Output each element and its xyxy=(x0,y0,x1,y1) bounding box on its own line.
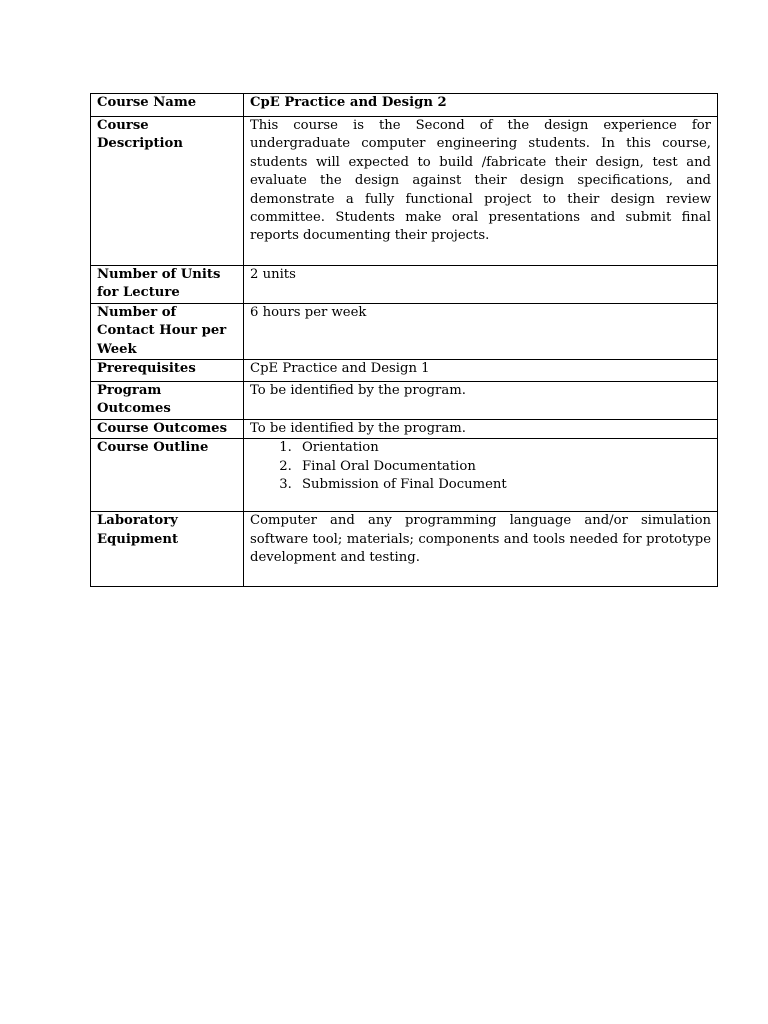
course-outline-cell xyxy=(244,439,718,512)
course-outline-label: Course Outline xyxy=(91,439,244,512)
course-outcomes-label: Course Outcomes xyxy=(91,419,244,438)
contact-hours-label: Number of Contact Hour per Week xyxy=(91,303,244,359)
outline-item: 2. Final Oral Documentation xyxy=(296,458,711,476)
course-description-value: This course is the Second of the design experience for undergraduate computer engineering students. In this course, students will expected to build /fabricate their design, test and evaluate the design against their design specifications, and demonstrate a fully functional project to their design review committee. Students make oral presentations and submit final reports documenting their projects. xyxy=(244,117,718,266)
course-outcomes-row xyxy=(91,419,718,438)
lab-equipment-value: Computer and any programming language and/or simulation software tool; materials; components and tools needed for prototype development and testing. xyxy=(244,512,718,587)
course-description-label: Course Description xyxy=(91,117,244,266)
units-label: Number of Units for Lecture xyxy=(91,266,244,304)
units-row xyxy=(91,266,718,304)
prerequisites-row xyxy=(91,360,718,382)
contact-hours-row xyxy=(91,303,718,359)
outline-item: 3. Submission of Final Document xyxy=(296,476,711,494)
lab-equipment-row xyxy=(91,512,718,587)
course-name-value: CpE Practice and Design 2 xyxy=(244,94,718,117)
course-outcomes-value: To be identified by the program. xyxy=(244,419,718,438)
course-syllabus-table xyxy=(90,93,718,587)
outline-item: 1. Orientation xyxy=(296,439,711,457)
program-outcomes-label: Program Outcomes xyxy=(91,382,244,420)
units-value: 2 units xyxy=(244,266,718,304)
course-name-label: Course Name xyxy=(91,94,244,117)
contact-hours-value: 6 hours per week xyxy=(244,303,718,359)
course-outline-row xyxy=(91,439,718,512)
lab-equipment-label: Laboratory Equipment xyxy=(91,512,244,587)
course-outline-list xyxy=(250,439,711,494)
course-description-row xyxy=(91,117,718,266)
prerequisites-value: CpE Practice and Design 1 xyxy=(244,360,718,382)
course-name-row xyxy=(91,94,718,117)
program-outcomes-value: To be identified by the program. xyxy=(244,382,718,420)
prerequisites-label: Prerequisites xyxy=(91,360,244,382)
program-outcomes-row xyxy=(91,382,718,420)
